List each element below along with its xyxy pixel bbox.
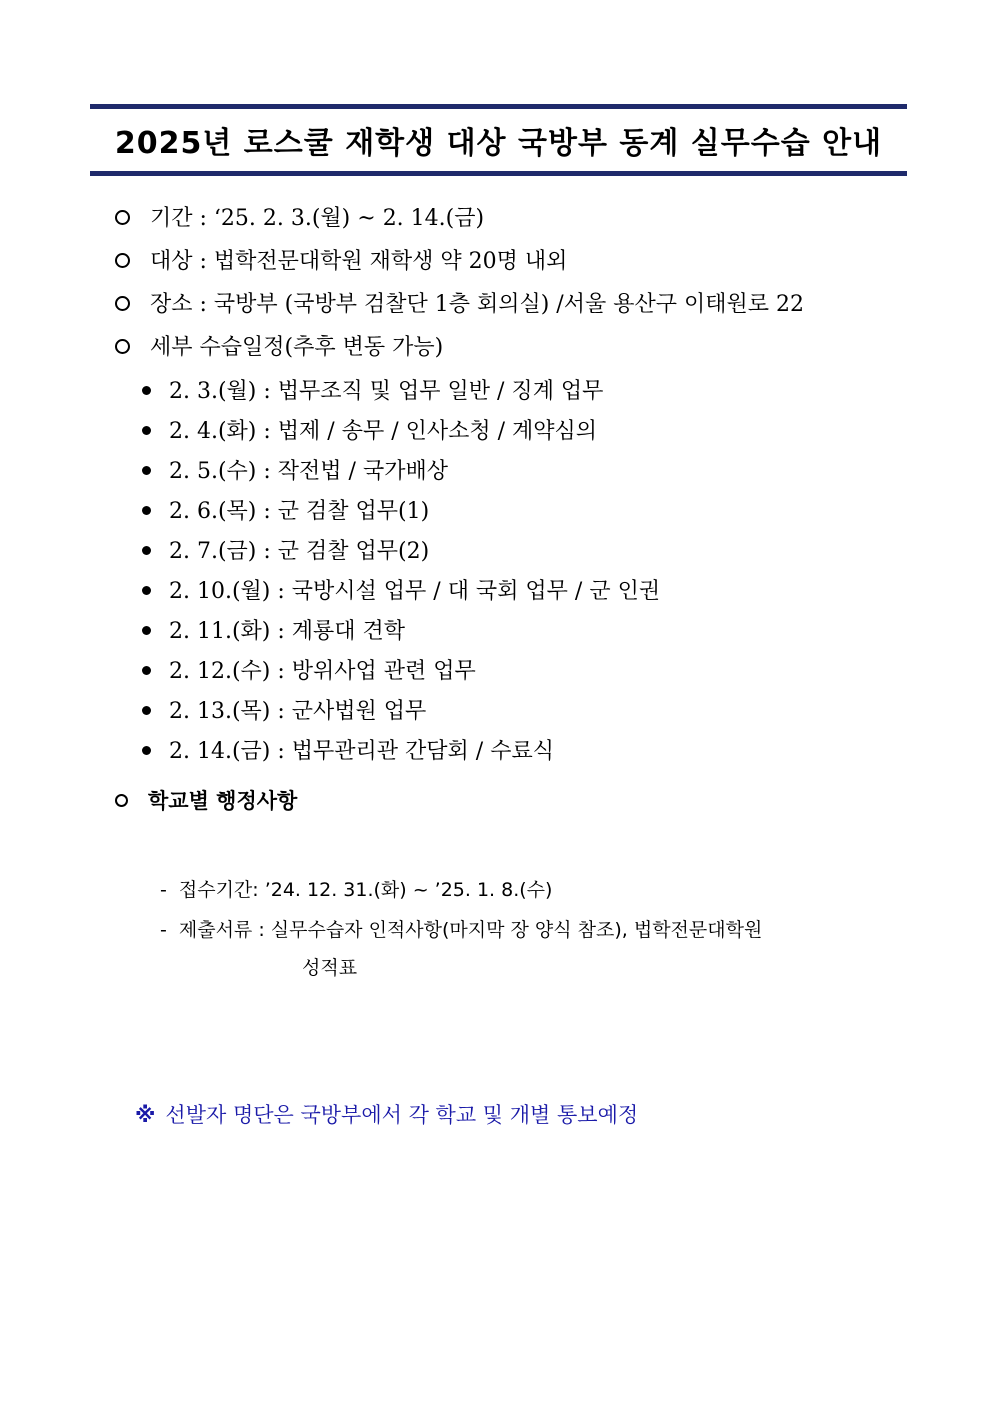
schedule-item-text: 2. 6.(목) : 군 검찰 업무(1) xyxy=(169,499,430,524)
schedule-item xyxy=(142,497,429,527)
schedule-item xyxy=(142,737,554,767)
schedule-item xyxy=(142,377,603,407)
dot-bullet-icon xyxy=(142,586,151,595)
item-schedule-heading xyxy=(115,333,443,363)
schedule-item xyxy=(142,577,660,607)
schedule-item-text: 2. 14.(금) : 법무관리관 간담회 / 수료식 xyxy=(169,739,554,764)
dot-bullet-icon xyxy=(142,626,151,635)
schedule-item-text: 2. 13.(목) : 군사법원 업무 xyxy=(169,699,427,724)
admin-documents-text: 제출서류 : 실무수습자 인적사항(마지막 장 양식 참조), 법학전문대학원 xyxy=(178,919,763,941)
item-place xyxy=(115,290,804,320)
page-title: 2025년 로스쿨 재학생 대상 국방부 동계 실무수습 안내 xyxy=(114,126,883,161)
admin-receipt-text: 접수기간: ’24. 12. 31.(화) ~ ’25. 1. 8.(수) xyxy=(178,879,553,901)
circle-bullet-icon xyxy=(115,253,130,268)
circle-bullet-icon xyxy=(115,339,130,354)
dot-bullet-icon xyxy=(142,746,151,755)
dot-bullet-icon xyxy=(142,426,151,435)
item-period xyxy=(115,204,484,234)
item-schedule-heading-text: 세부 수습일정(추후 변동 가능) xyxy=(150,335,444,360)
dash-mark: - xyxy=(160,919,167,941)
schedule-item-text: 2. 5.(수) : 작전법 / 국가배상 xyxy=(169,459,448,484)
item-target xyxy=(115,247,567,277)
item-target-text: 대상 : 법학전문대학원 재학생 약 20명 내외 xyxy=(150,249,568,274)
dot-bullet-icon xyxy=(142,666,151,675)
item-period-text: 기간 : ‘25. 2. 3.(월) ~ 2. 14.(금) xyxy=(150,206,485,231)
circle-bullet-icon xyxy=(115,296,130,311)
schedule-item-text: 2. 12.(수) : 방위사업 관련 업무 xyxy=(169,659,476,684)
circle-bullet-icon xyxy=(115,794,128,807)
notice-text: 선발자 명단은 국방부에서 각 학교 및 개별 통보예정 xyxy=(165,1103,639,1127)
schedule-item-text: 2. 10.(월) : 국방시설 업무 / 대 국회 업무 / 군 인권 xyxy=(169,579,661,604)
schedule-item-text: 2. 3.(월) : 법무조직 및 업무 일반 / 징계 업무 xyxy=(169,379,604,404)
dash-mark: - xyxy=(160,879,167,901)
schedule-item xyxy=(142,657,476,687)
notice xyxy=(135,1100,638,1130)
schedule-item xyxy=(142,457,448,487)
schedule-item-text: 2. 4.(화) : 법제 / 송무 / 인사소청 / 계약심의 xyxy=(169,419,598,444)
dot-bullet-icon xyxy=(142,706,151,715)
admin-heading-text: 학교별 행정사항 xyxy=(148,789,298,813)
schedule-item xyxy=(142,617,405,647)
title-box xyxy=(90,104,907,176)
admin-heading xyxy=(115,786,297,816)
reference-mark-icon: ※ xyxy=(135,1103,156,1127)
admin-documents xyxy=(160,916,762,944)
schedule-item-text: 2. 7.(금) : 군 검찰 업무(2) xyxy=(169,539,430,564)
schedule-item-text: 2. 11.(화) : 계룡대 견학 xyxy=(169,619,406,644)
admin-receipt xyxy=(160,876,552,904)
item-place-text: 장소 : 국방부 (국방부 검찰단 1층 회의실) /서울 용산구 이태원로 22 xyxy=(150,292,804,317)
schedule-item xyxy=(142,417,597,447)
dot-bullet-icon xyxy=(142,386,151,395)
schedule-item xyxy=(142,697,426,727)
dot-bullet-icon xyxy=(142,546,151,555)
schedule-item xyxy=(142,537,429,567)
admin-documents-text-2: 성적표 xyxy=(302,957,358,979)
circle-bullet-icon xyxy=(115,210,130,225)
dot-bullet-icon xyxy=(142,466,151,475)
admin-documents-continued xyxy=(302,954,357,982)
dot-bullet-icon xyxy=(142,506,151,515)
